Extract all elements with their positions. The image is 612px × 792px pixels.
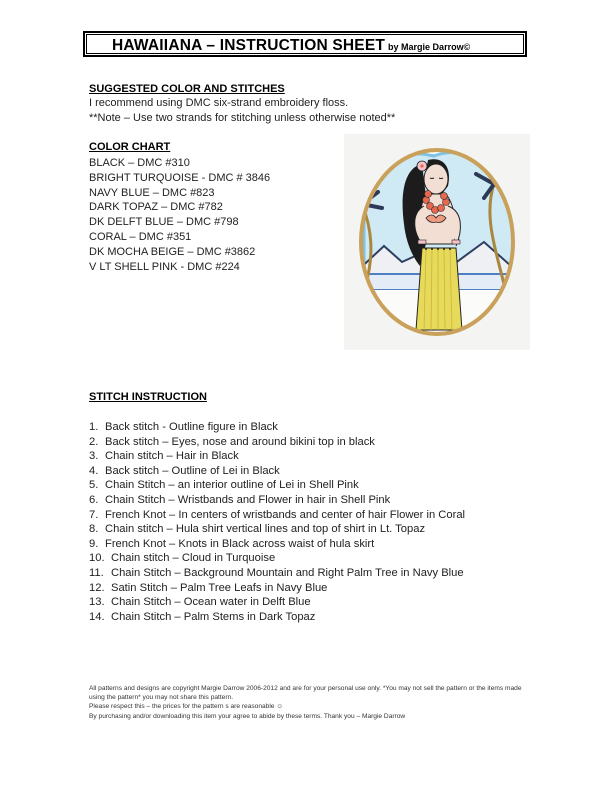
step-text: Chain stitch – Hula shirt vertical lines and top of shirt in Lt. Topaz xyxy=(105,523,426,536)
step-number: 10. xyxy=(89,552,105,565)
stitch-step xyxy=(89,522,529,537)
floss-recommendation: I recommend using DMC six-strand embroidery floss. xyxy=(89,97,349,109)
step-number: 5. xyxy=(89,479,99,492)
colors-heading: SUGGESTED COLOR AND STITCHES xyxy=(89,83,285,95)
step-number: 4. xyxy=(89,464,99,477)
step-text: French Knot – Knots in Black across waist of hula skirt xyxy=(105,537,375,550)
step-text: Chain stitch – Cloud in Turquoise xyxy=(111,552,276,565)
page-title xyxy=(112,37,470,55)
hula-dancer-drawing xyxy=(344,134,530,350)
copyright-line: All patterns and designs are copyright Margie Darrow 2006-2012 and are for your personal use only. *You may not sell the pattern or the items made using the pattern* you may not share this pattern. xyxy=(89,685,522,702)
color-item: DK DELFT BLUE – DMC #798 xyxy=(89,216,239,229)
stitch-step xyxy=(89,478,529,493)
step-number: 11. xyxy=(89,566,104,579)
step-number: 6. xyxy=(89,493,99,506)
color-item: DK MOCHA BEIGE – DMC #3862 xyxy=(89,245,256,258)
step-number: 14. xyxy=(89,610,105,623)
stitch-step xyxy=(89,508,529,523)
step-text: French Knot – In centers of wristbands and center of hair Flower in Coral xyxy=(105,508,466,521)
stitch-step xyxy=(89,464,529,479)
step-number: 8. xyxy=(89,523,99,536)
color-chart-list xyxy=(89,156,270,274)
hula-dancer-illustration xyxy=(344,134,530,350)
color-item: V LT SHELL PINK - DMC #224 xyxy=(89,260,240,273)
step-text: Satin Stitch – Palm Tree Leafs in Navy Blue xyxy=(111,581,328,594)
stitch-step xyxy=(89,435,529,450)
step-number: 3. xyxy=(89,450,99,463)
step-number: 12. xyxy=(89,581,105,594)
stitch-step xyxy=(89,566,529,581)
step-text: Back stitch – Outline of Lei in Black xyxy=(105,464,280,477)
step-number: 7. xyxy=(89,508,99,521)
step-number: 1. xyxy=(89,421,99,433)
color-item: BLACK – DMC #310 xyxy=(89,157,190,169)
stitch-step xyxy=(89,551,529,566)
step-text: Chain Stitch – Background Mountain and Right Palm Tree in Navy Blue xyxy=(111,566,464,579)
copyright-footer xyxy=(89,684,529,721)
stitch-heading: STITCH INSTRUCTION xyxy=(89,391,207,403)
color-chart-heading: COLOR CHART xyxy=(89,141,171,153)
color-item: DARK TOPAZ – DMC #782 xyxy=(89,201,223,214)
step-text: Chain Stitch – an interior outline of Lei in Shell Pink xyxy=(105,479,359,492)
stitch-step xyxy=(89,537,529,552)
terms-line: By purchasing and/or downloading this item your agree to abide by these terms. Thank you – Margie Darrow xyxy=(89,712,406,720)
step-number: 13. xyxy=(89,596,105,609)
stitch-step xyxy=(89,449,529,464)
step-text: Chain Stitch – Palm Stems in Dark Topaz xyxy=(111,610,316,623)
step-number: 2. xyxy=(89,435,99,448)
step-text: Chain Stitch – Ocean water in Delft Blue xyxy=(111,596,311,609)
pricing-note: Please respect this – the prices for the pattern s are reasonable ☺ xyxy=(89,703,284,711)
step-text: Back stitch - Outline figure in Black xyxy=(105,421,278,433)
strands-note: **Note – Use two strands for stitching unless otherwise noted** xyxy=(89,112,396,124)
stitch-steps xyxy=(89,420,529,624)
stitch-step xyxy=(89,493,529,508)
title-byline: by Margie Darrow© xyxy=(388,42,471,52)
color-item: NAVY BLUE – DMC #823 xyxy=(89,186,215,199)
stitch-step xyxy=(89,595,529,610)
color-item: BRIGHT TURQUOISE - DMC # 3846 xyxy=(89,171,271,184)
step-text: Back stitch – Eyes, nose and around bikini top in black xyxy=(105,435,375,448)
color-item: CORAL – DMC #351 xyxy=(89,230,192,243)
step-number: 9. xyxy=(89,537,99,550)
stitch-step xyxy=(89,610,529,625)
stitch-step xyxy=(89,420,529,435)
stitch-step xyxy=(89,581,529,596)
step-text: Chain stitch – Hair in Black xyxy=(105,450,239,463)
title-box xyxy=(83,31,527,57)
step-text: Chain Stitch – Wristbands and Flower in hair in Shell Pink xyxy=(105,493,391,506)
title-main: HAWAIIANA – INSTRUCTION SHEET xyxy=(112,37,386,54)
